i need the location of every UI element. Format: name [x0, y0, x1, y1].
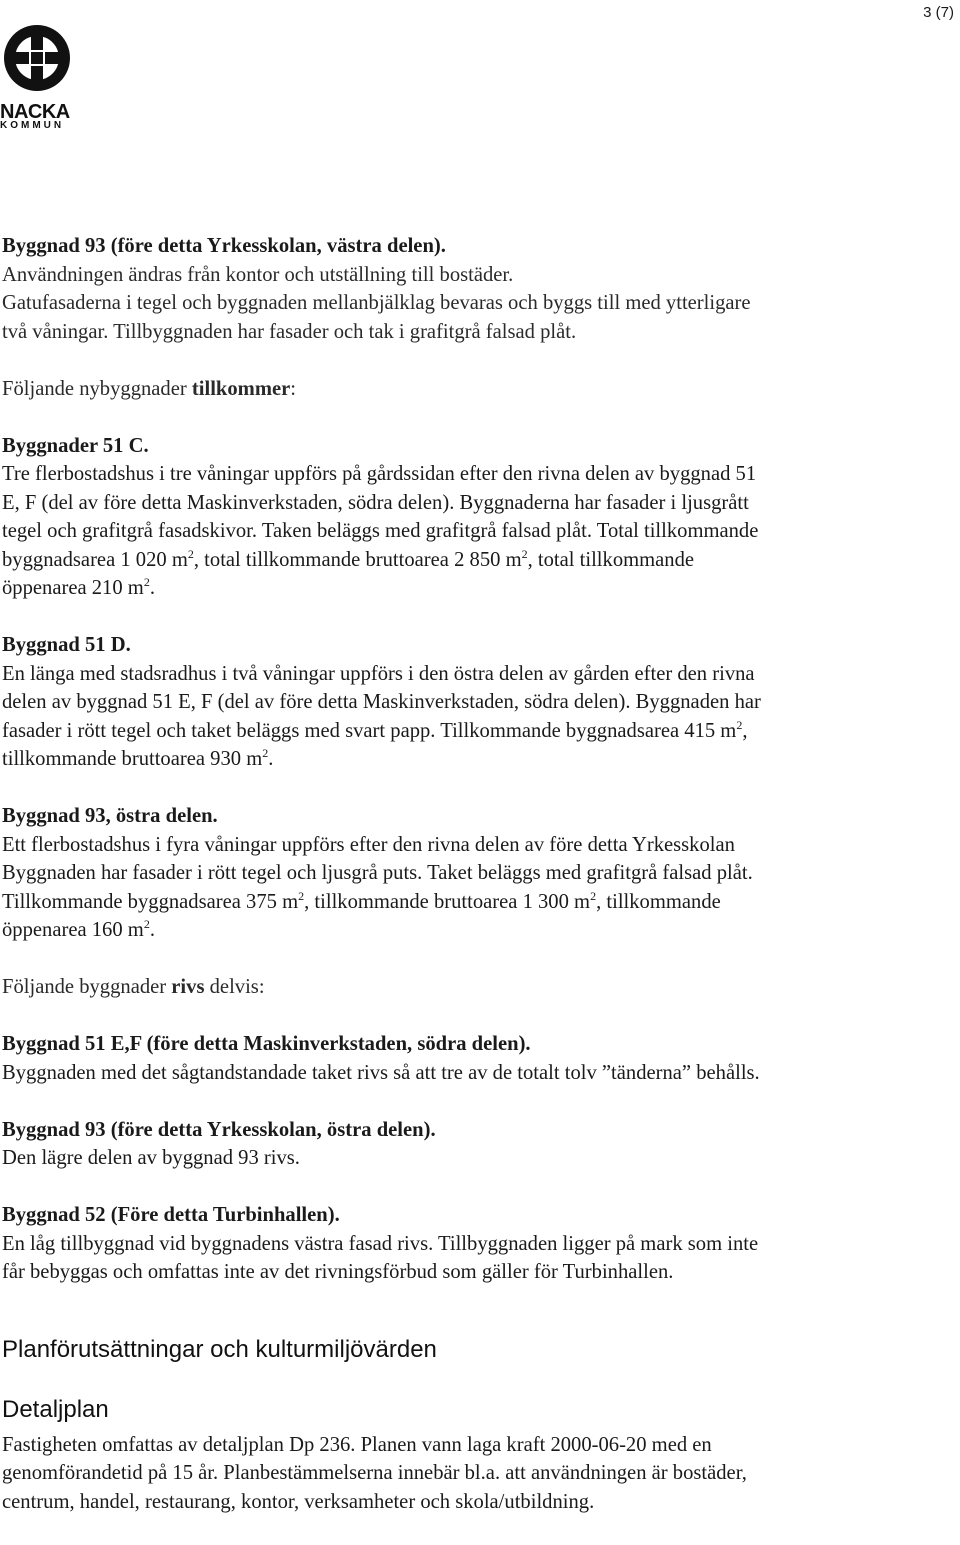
text-segment: , total tillkommande bruttoarea 2 850 m — [193, 548, 522, 571]
text-segment: , — [742, 719, 748, 742]
text-segment: . — [149, 919, 155, 941]
superscript: 2 — [187, 546, 194, 561]
text-line: Användningen ändras från kontor och utställning till bostäder. — [2, 263, 514, 286]
text-segment: Följande byggnader — [2, 976, 172, 998]
text-line: två våningar. Tillbyggnaden har fasader och tak i grafitgrå falsad plåt. — [2, 320, 577, 343]
text-line: tegel och grafitgrå fasadskivor. Taken beläggs med grafitgrå falsad plåt. Total tillkommande — [2, 520, 759, 542]
superscript: 2 — [143, 917, 150, 932]
superscript: 2 — [521, 546, 528, 561]
text-segment: . — [268, 748, 274, 770]
text-segment: : — [290, 377, 296, 400]
document-body — [2, 232, 952, 1545]
heading-byggnader-51c: Byggnader 51 C. — [2, 434, 149, 457]
paragraph-byggnad-52 — [2, 1201, 952, 1287]
heading-byggnad-93-ostra-rivning: Byggnad 93 (före detta Yrkesskolan, östra delen). — [2, 1118, 436, 1141]
text-segment: fasader i rött tegel och taket beläggs med svart papp. Tillkommande byggnadsarea 415 m — [2, 719, 737, 742]
superscript: 2 — [143, 575, 150, 590]
heading-byggnad-52: Byggnad 52 (Före detta Turbinhallen). — [2, 1204, 340, 1226]
superscript: 2 — [262, 746, 269, 761]
text-line: En låg tillbyggnad vid byggnadens västra fasad rivs. Tillbyggnaden ligger på mark som inte — [2, 1232, 759, 1255]
paragraph-byggnad-93-ostra-rivning — [2, 1116, 952, 1173]
section-title-planforutsattningar: Planförutsättningar och kulturmiljövärden — [2, 1335, 437, 1363]
heading-byggnad-93-ostra: Byggnad 93, östra delen. — [2, 805, 218, 827]
nybyggnader-intro — [2, 375, 952, 404]
text-line: Gatufasaderna i tegel och byggnaden mellanbjälklag bevaras och byggs till med ytterligare — [2, 292, 751, 314]
paragraph-byggnader-51c — [2, 432, 952, 603]
text-segment: . — [149, 577, 155, 599]
text-segment: , tillkommande bruttoarea 1 300 m — [304, 890, 591, 913]
text-line: delen av byggnad 51 E, F (del av före detta Maskinverkstaden, södra delen). Byggnaden har — [2, 691, 761, 713]
superscript: 2 — [298, 888, 305, 903]
paragraph-byggnad-51ef — [2, 1030, 952, 1087]
text-segment: byggnadsarea 1 020 m — [2, 548, 188, 571]
paragraph-detaljplan — [2, 1431, 952, 1517]
page-number: 3 (7) — [923, 4, 954, 21]
text-line: får bebyggas och omfattas inte av det rivningsförbud som gäller för Turbinhallen. — [2, 1261, 674, 1283]
text-segment: , total tillkommande — [527, 548, 695, 571]
nacka-logo — [0, 20, 74, 131]
text-line: E, F (del av före detta Maskinverkstaden, södra delen). Byggnaderna har fasader i ljusgrått — [2, 491, 749, 514]
text-segment: tillkommande bruttoarea 930 m — [2, 748, 263, 770]
text-line: genomförandetid på 15 år. Planbestämmelserna innebär bl.a. att användningen är bostäder, — [2, 1462, 747, 1484]
heading-byggnad-51ef: Byggnad 51 E,F (före detta Maskinverkstaden, södra delen). — [2, 1033, 531, 1055]
text-segment: delvis: — [204, 976, 265, 998]
nacka-emblem-icon — [0, 20, 74, 96]
logo-subtext: KOMMUN — [0, 120, 65, 131]
text-segment: öppenarea 160 m — [2, 919, 144, 941]
text-segment: Tillkommande byggnadsarea 375 m — [2, 890, 299, 913]
text-segment: öppenarea 210 m — [2, 577, 144, 599]
superscript: 2 — [590, 888, 597, 903]
text-line: En länga med stadsradhus i två våningar uppförs i den östra delen av gården efter den rivna — [2, 662, 755, 685]
superscript: 2 — [736, 717, 743, 732]
rivs-intro — [2, 973, 952, 1002]
emphasis-tillkommer: tillkommer — [191, 377, 291, 400]
paragraph-byggnad-51d — [2, 631, 952, 774]
emphasis-rivs: rivs — [171, 976, 205, 998]
section-title-detaljplan: Detaljplan — [2, 1395, 109, 1423]
text-line: Den lägre delen av byggnad 93 rivs. — [2, 1147, 300, 1169]
text-segment: Följande nybyggnader — [2, 377, 192, 400]
text-line: centrum, handel, restaurang, kontor, verksamheter och skola/utbildning. — [2, 1490, 595, 1513]
text-line: Fastigheten omfattas av detaljplan Dp 236. Planen vann laga kraft 2000-06-20 med en — [2, 1433, 712, 1456]
text-line: Ett flerbostadshus i fyra våningar uppförs efter den rivna delen av före detta Yrkesskolan — [2, 833, 735, 856]
text-segment: , tillkommande — [596, 890, 721, 913]
text-line: Byggnaden har fasader i rött tegel och ljusgrå puts. Taket beläggs med grafitgrå falsad plåt. — [2, 862, 753, 884]
text-line: Byggnaden med det sågtandstandade taket rivs så att tre av de totalt tolv ”tänderna” behålls. — [2, 1061, 760, 1084]
logo-text: NACKA — [0, 101, 70, 123]
text-line: Tre flerbostadshus i tre våningar uppförs på gårdssidan efter den rivna delen av byggnad 51 — [2, 463, 757, 485]
heading-byggnad-93-vastra: Byggnad 93 (före detta Yrkesskolan, västra delen). — [2, 235, 446, 257]
paragraph-byggnad-93-vastra — [2, 232, 952, 346]
paragraph-byggnad-93-ostra — [2, 802, 952, 945]
heading-byggnad-51d: Byggnad 51 D. — [2, 634, 131, 656]
